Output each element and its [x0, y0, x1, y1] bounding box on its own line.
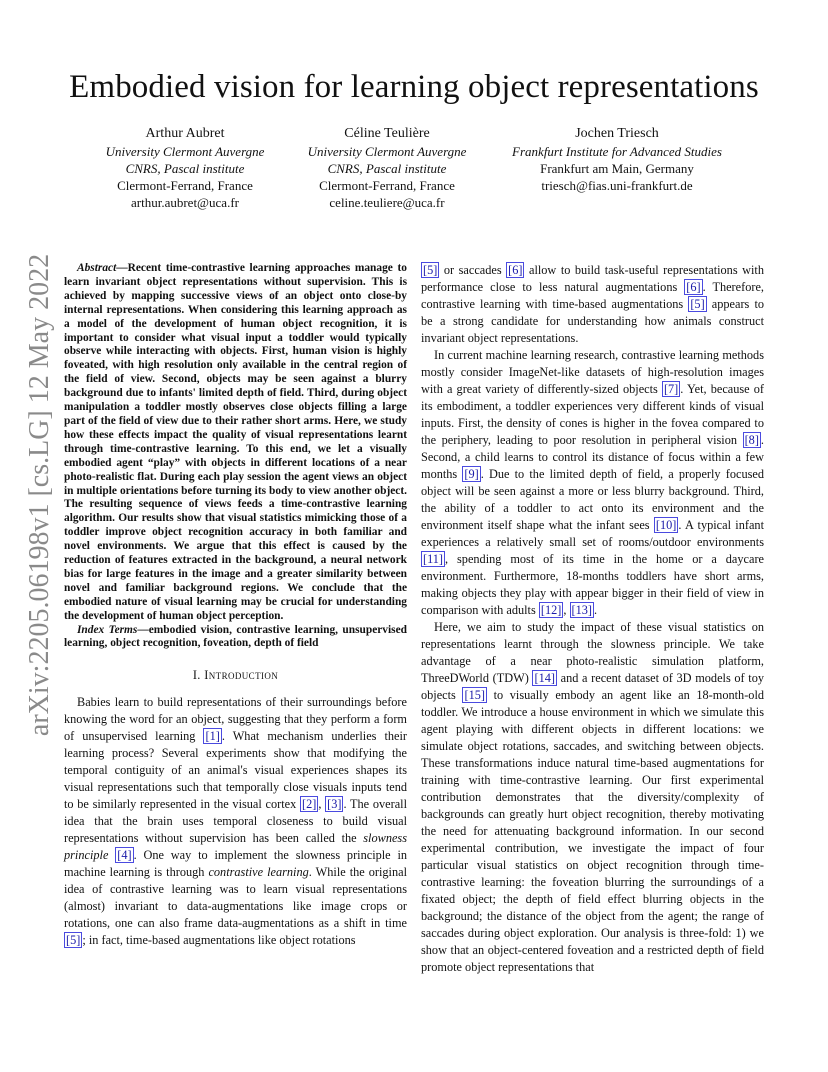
citation-link[interactable]: [12]: [540, 603, 562, 617]
citation-link[interactable]: [14]: [534, 671, 555, 685]
author-name: Jochen Triesch: [575, 126, 659, 141]
abstract-text: —Recent time-contrastive learning approaches manage to learn invariant object representations without supervision. This is achieved by mapping successive views of an object onto close-by internal representations. When considering this learning approach as a model of the development of human object recognition, it is important to consider what visual input a toddler would typically observe while interacting with objects. First, human vision is highly foveated, with high resolution only available in the central region of the field of view. Second, objects may be seen against a blurry background due to infants' limited depth of field. Third, during object manipulation a toddler mostly observes close objects filling a large part of the field of view due to their rather short arms. Here, we study how these effects impact the quality of visual representations learnt through time-contrastive learning. To this end, we let a visually embodied agent “play” with objects in different locations of a near photo-realistic flat. During each play session the agent views an object in multiple orientations before turning its body to view another object. The resulting sequence of views feeds a time-contrastive learning algorithm. Our results show that visual statistics mimicking those of a toddler improve object recognition accuracy in both familiar and novel environments. We argue that this effect is caused by the reduction of features extracted in the background, a neural network bias for large features in the image and a greater similarity between novel and familiar background regions. We conclude that the embodied nature of visual learning may be crucial for understanding the development of human object perception.: [64, 262, 407, 622]
citation-link[interactable]: [11]: [423, 552, 444, 566]
intro-paragraph-1: Babies learn to build representations of their surroundings before knowing the word for an object, suggesting that they perform a form of unsupervised learning [1] . What mechanism underlies their learning process? Several experiments show that modifying the temporal contiguity of an animal's visual experiences shapes its visual representations such that temporally close visuals inputs tend to be similarly represented in the visual cortex [2] , [3] . The overall idea that the brain uses temporal closeness to build visual representations without supervision has been called the slowness principle [4] . One way to implement the slowness principle in machine learning is through contrastive learning. While the original idea of contrastive learning was to learn visual representations (almost) invariant to data-augmentations like image crops or rotations, one can also frame data-augmentations as a shift in time [5] ; in fact, time-based augmentations like object rotations: [64, 695, 408, 948]
author-location: Clermont-Ferrand, France: [319, 178, 455, 193]
right-column: [421, 262, 764, 976]
author-email: triesch@fias.uni-frankfurt.de: [541, 178, 693, 193]
citation-link[interactable]: [15]: [464, 688, 485, 702]
author-affiliation: CNRS, Pascal institute: [125, 161, 245, 176]
citation-link[interactable]: [5]: [66, 933, 81, 948]
author-affiliation: University Clermont Auvergne: [105, 144, 265, 159]
citation-link[interactable]: [1]: [205, 729, 220, 744]
citation-link[interactable]: [6]: [686, 280, 701, 294]
intro-paragraph-3: Here, we aim to study the impact of these visual statistics on representations learnt through the slowness principle. We take advantage of a near photo-realistic simulation platform, ThreeDWorld (TDW) [14] and a recent dataset of 3D models of toy objects [15] to visually embody an agent like an 18-month-old toddler. We introduce a house environment in which we simulate this agent playing with different objects in different locations: we simulate object rotations, saccades, and switching between objects. These transformations induce natural time-based augmentations for training with time-contrastive learning. Our first experimental contribution demonstrates that the diversity/complexity of backgrounds can greatly hurt object recognition, thereby motivating the need for attenuating background information. In our second experimental contribution, we investigate the impact of four particular visual statistics on object recognition through time-contrastive learning: the foveation blurring the surroundings of a fixated object; the depth of field effect blurring objects in the background; the distance of the object from the agent; the range of saccades during object exploration. Our analysis is three-fold: 1) we show that an object-centered foveation and a restricted depth of field promote object representations that: [421, 620, 765, 974]
citation-link[interactable]: [5]: [690, 297, 705, 311]
citation-link[interactable]: [6]: [508, 263, 523, 277]
left-column: [64, 262, 407, 949]
citation-link[interactable]: [3]: [327, 797, 342, 812]
author-email: celine.teuliere@uca.fr: [329, 195, 445, 210]
author-name: Arthur Aubret: [145, 126, 225, 141]
index-terms: [64, 624, 407, 652]
citation-link[interactable]: [5]: [423, 263, 438, 277]
index-terms-text: —embodied vision, contrastive learning, unsupervised learning, object recognition, foveation, depth of field: [64, 623, 407, 650]
section-heading-introduction: I. Introduction: [192, 668, 279, 683]
abstract: [64, 262, 407, 624]
author-affiliation: CNRS, Pascal institute: [327, 161, 447, 176]
author-affiliation: University Clermont Auvergne: [307, 144, 467, 159]
author-block-3: [487, 124, 747, 194]
citation-link[interactable]: [2]: [301, 797, 317, 812]
author-block-2: [272, 124, 502, 211]
citation-link[interactable]: [9]: [464, 467, 479, 481]
author-affiliation: Frankfurt Institute for Advanced Studies: [512, 144, 722, 159]
arxiv-identifier: arXiv:2205.06198v1 [cs.LG] 12 May 2022: [24, 253, 55, 737]
citation-link[interactable]: [4]: [117, 848, 132, 863]
paper-title: Embodied vision for learning object representations: [69, 69, 759, 105]
author-email: arthur.aubret@uca.fr: [131, 195, 239, 210]
citation-link[interactable]: [7]: [663, 382, 679, 396]
citation-link[interactable]: [10]: [655, 518, 677, 532]
author-location: Clermont-Ferrand, France: [117, 178, 253, 193]
citation-link[interactable]: [13]: [571, 603, 592, 617]
intro-paragraph-2: In current machine learning research, contrastive learning methods mostly consider ImageNet-like datasets of high-resolution images with a great variety of differently-sized objects [7] . Yet, because of its embodiment, a toddler experiences very different kinds of visual inputs. First, the density of cones is higher in the fovea compared to the periphery, leading to poor resolution in peripheral vision [8] . Second, a child learns to control its distance of focus within a few months [9] . Due to the limited depth of field, a properly focused object will be seen against a more or less blurry background. Third, the ability of a toddler to act onto its environment and the environment itself shape what the infant sees [10] . A typical infant experiences a relatively small set of rooms/outdoor environments [11] , spending most of its time in the home or a daycare environment. Furthermore, 18-months toddlers have short arms, making objects they play with appear bigger in their field of view in comparison with adults [12] , [13] .: [421, 348, 764, 617]
author-location: Frankfurt am Main, Germany: [540, 161, 694, 176]
abstract-label: Abstract: [77, 262, 117, 274]
citation-link[interactable]: [8]: [744, 433, 759, 447]
author-name: Céline Teulière: [344, 126, 430, 141]
index-terms-label: Index Terms: [77, 623, 138, 636]
intro-paragraph-continued: [5] or saccades [6] allow to build task-useful representations with performance close to less natural augmentations [6] . Therefore, contrastive learning with time-based augmentations [5] appears to be a strong candidate for understanding how animals construct invariant object representations.: [421, 263, 765, 345]
author-block-1: [70, 124, 300, 211]
